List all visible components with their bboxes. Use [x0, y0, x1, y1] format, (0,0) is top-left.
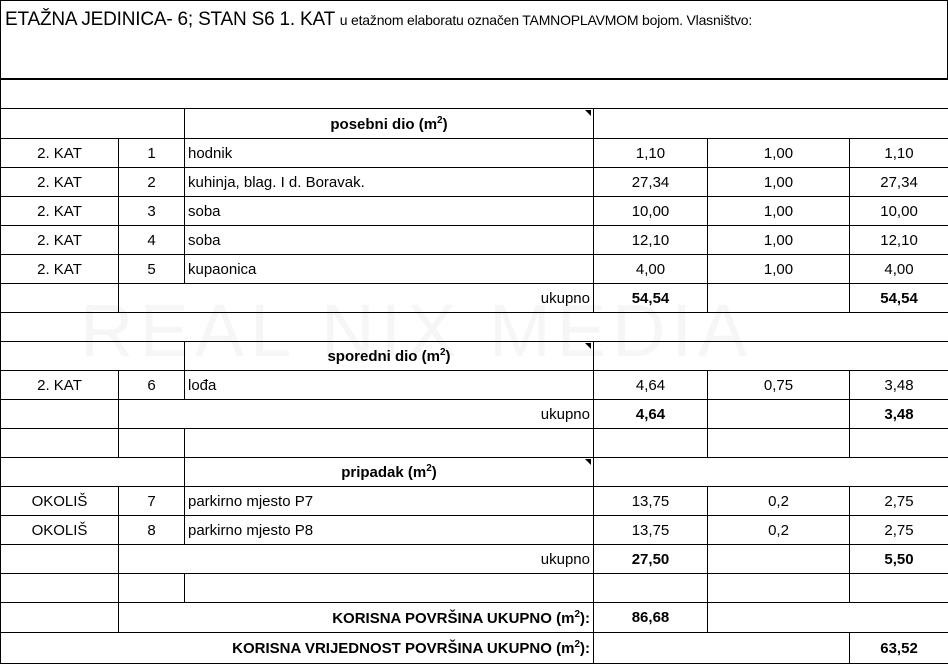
empty-cell — [594, 458, 948, 487]
useful-value-label-sup: 2 — [574, 639, 580, 650]
section-title-sporedni — [185, 342, 594, 371]
header-box — [0, 0, 948, 80]
document-title — [5, 9, 752, 31]
useful-area-value: 86,68 — [594, 603, 708, 633]
section-title-close: ) — [446, 348, 451, 365]
area-table — [0, 78, 948, 664]
empty-cell — [708, 603, 948, 633]
useful-value-value: 63,52 — [850, 633, 948, 664]
floor-cell: 2. KAT — [1, 197, 119, 226]
room-cell: lođa — [185, 371, 594, 400]
total-value: 3,48 — [850, 400, 948, 429]
empty-row — [1, 429, 948, 458]
section-header-row — [1, 458, 948, 487]
coef-cell: 1,00 — [708, 197, 850, 226]
table-row — [1, 516, 948, 545]
section-title-sup: 2 — [437, 115, 443, 126]
area-cell: 27,34 — [594, 168, 708, 197]
empty-cell — [594, 342, 948, 371]
floor-cell: 2. KAT — [1, 255, 119, 284]
area-cell: 13,75 — [594, 487, 708, 516]
number-cell: 7 — [119, 487, 185, 516]
empty-cell — [185, 574, 594, 603]
total-area: 27,50 — [594, 545, 708, 574]
empty-cell — [1, 603, 119, 633]
summary-row-value — [1, 633, 948, 664]
table-row — [1, 197, 948, 226]
useful-value-label — [1, 633, 594, 664]
section-title-close: ) — [432, 464, 437, 481]
value-cell: 2,75 — [850, 487, 948, 516]
floor-cell: 2. KAT — [1, 371, 119, 400]
coef-cell: 1,00 — [708, 255, 850, 284]
value-cell: 3,48 — [850, 371, 948, 400]
total-value: 5,50 — [850, 545, 948, 574]
number-cell: 5 — [119, 255, 185, 284]
number-cell: 1 — [119, 139, 185, 168]
value-cell: 4,00 — [850, 255, 948, 284]
room-cell: soba — [185, 197, 594, 226]
total-label: ukupno — [119, 284, 594, 313]
empty-cell — [1, 545, 119, 574]
section-title-text: posebni dio (m — [330, 116, 437, 133]
empty-cell — [850, 429, 948, 458]
useful-area-label-close: ): — [580, 610, 590, 627]
floor-cell: OKOLIŠ — [1, 487, 119, 516]
empty-cell — [1, 429, 119, 458]
title-main: ETAŽNA JEDINICA- 6; STAN S6 1. KAT — [5, 9, 335, 30]
empty-cell — [185, 429, 594, 458]
empty-cell — [594, 109, 948, 139]
number-cell: 3 — [119, 197, 185, 226]
number-cell: 6 — [119, 371, 185, 400]
number-cell: 2 — [119, 168, 185, 197]
room-cell: kupaonica — [185, 255, 594, 284]
floor-cell: 2. KAT — [1, 168, 119, 197]
total-row — [1, 284, 948, 313]
coef-cell: 0,75 — [708, 371, 850, 400]
number-cell: 4 — [119, 226, 185, 255]
total-row — [1, 400, 948, 429]
floor-cell: 2. KAT — [1, 139, 119, 168]
area-cell: 4,64 — [594, 371, 708, 400]
value-cell: 12,10 — [850, 226, 948, 255]
empty-cell — [1, 574, 119, 603]
section-header-row — [1, 109, 948, 139]
empty-cell — [594, 574, 708, 603]
area-cell: 10,00 — [594, 197, 708, 226]
empty-cell — [1, 313, 948, 342]
useful-value-label-close: ): — [580, 640, 590, 657]
empty-cell — [708, 545, 850, 574]
area-cell: 4,00 — [594, 255, 708, 284]
table-row — [1, 255, 948, 284]
total-row — [1, 545, 948, 574]
section-title-close: ) — [443, 116, 448, 133]
section-title-sup: 2 — [426, 463, 432, 474]
empty-cell — [1, 458, 185, 487]
value-cell: 1,10 — [850, 139, 948, 168]
total-value: 54,54 — [850, 284, 948, 313]
useful-area-label-sup: 2 — [574, 609, 580, 620]
section-title-text: sporedni dio (m — [327, 348, 440, 365]
table-row — [1, 371, 948, 400]
empty-cell — [119, 574, 185, 603]
number-cell: 8 — [119, 516, 185, 545]
coef-cell: 1,00 — [708, 139, 850, 168]
empty-cell — [1, 109, 185, 139]
area-cell: 1,10 — [594, 139, 708, 168]
room-cell: soba — [185, 226, 594, 255]
empty-row — [1, 79, 948, 109]
coef-cell: 1,00 — [708, 168, 850, 197]
useful-area-label — [119, 603, 594, 633]
section-header-row — [1, 342, 948, 371]
empty-cell — [1, 400, 119, 429]
floor-cell: 2. KAT — [1, 226, 119, 255]
table-row — [1, 139, 948, 168]
section-title-sup: 2 — [440, 347, 446, 358]
coef-cell: 0,2 — [708, 487, 850, 516]
room-cell: parkirno mjesto P7 — [185, 487, 594, 516]
coef-cell: 0,2 — [708, 516, 850, 545]
empty-cell — [708, 400, 850, 429]
floor-cell: OKOLIŠ — [1, 516, 119, 545]
empty-cell — [594, 633, 850, 664]
empty-cell — [119, 429, 185, 458]
summary-row-area — [1, 603, 948, 633]
area-cell: 12,10 — [594, 226, 708, 255]
table-row — [1, 226, 948, 255]
total-area: 54,54 — [594, 284, 708, 313]
empty-cell — [708, 429, 850, 458]
empty-cell — [708, 284, 850, 313]
section-title-posebni — [185, 109, 594, 139]
room-cell: hodnik — [185, 139, 594, 168]
area-cell: 13,75 — [594, 516, 708, 545]
section-title-pripadak — [185, 458, 594, 487]
total-label: ukupno — [119, 400, 594, 429]
empty-cell — [708, 574, 850, 603]
value-cell: 2,75 — [850, 516, 948, 545]
empty-cell — [1, 342, 185, 371]
empty-cell — [1, 79, 948, 109]
empty-row — [1, 313, 948, 342]
empty-cell — [1, 284, 119, 313]
useful-area-label-label: KORISNA POVRŠINA UKUPNO (m — [332, 610, 574, 627]
room-cell: kuhinja, blag. I d. Boravak. — [185, 168, 594, 197]
section-title-text: pripadak (m — [341, 464, 426, 481]
value-cell: 27,34 — [850, 168, 948, 197]
value-cell: 10,00 — [850, 197, 948, 226]
coef-cell: 1,00 — [708, 226, 850, 255]
empty-cell — [850, 574, 948, 603]
useful-value-label-label: KORISNA VRIJEDNOST POVRŠINA UKUPNO (m — [232, 640, 574, 657]
table-row — [1, 168, 948, 197]
room-cell: parkirno mjesto P8 — [185, 516, 594, 545]
empty-row — [1, 574, 948, 603]
empty-cell — [594, 429, 708, 458]
table-row — [1, 487, 948, 516]
total-label: ukupno — [119, 545, 594, 574]
title-subtitle: u etažnom elaboratu označen TAMNOPLAVMOM bojom. Vlasništvo: — [340, 12, 752, 28]
total-area: 4,64 — [594, 400, 708, 429]
